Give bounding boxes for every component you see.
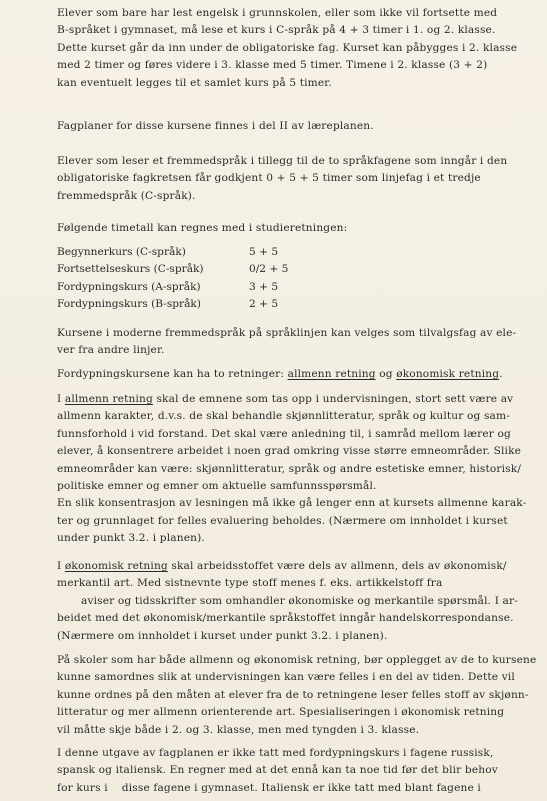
course-name: Fordypningskurs (A-språk) [57,280,201,293]
table-row [57,261,357,278]
text-span: I [57,393,65,405]
text-line: spansk og italiensk. En regner med at det ennå kan ta noe tid før det blir behov [57,764,498,777]
text-line: En slik konsentrasjon av lesningen må ikke gå lenger enn at kursets allmenne karak- [57,497,527,510]
text-line: (Nærmere om innholdet i kurset under punkt 3.2. i planen). [57,629,388,642]
text-line: obligatoriske fagkretsen får godkjent 0 + 5 + 5 timer som linjefag i et tredje [57,172,481,185]
course-name: Fortsettelseskurs (C-språk) [57,263,204,276]
text-line: kunne samordnes slik at undervisningen kan være felles i en del av tiden. Dette vil [57,671,515,684]
text-line: kunne ordnes på den måten at elever fra de to retningene leser felles stoff av skjønn- [57,688,529,701]
hours-table [57,244,357,314]
paragraph-c-language [57,5,527,92]
text-line: under punkt 3.2. i planen). [57,532,205,545]
course-hours: 0/2 + 5 [249,263,289,276]
underlined-term: økonomisk retning [396,368,500,380]
course-hours: 2 + 5 [249,298,279,311]
text-line: Følgende timetall kan regnes med i studieretningen: [57,222,348,234]
underlined-term: allmenn retning [287,368,376,380]
text-line [57,366,527,383]
course-hours: 5 + 5 [249,246,279,258]
text-line: politiske emner og emner om aktuelle samfunnsspørsmål. [57,479,377,492]
table-row [57,279,357,296]
text-line: funnsforhold i vid forstand. Det skal være anledning til, i samråd mellom lærer og [57,427,511,440]
paragraph-economic-direction [57,558,527,645]
text-line: På skoler som har både allmenn og økonomisk retning, bør opplegget av de to kursene [57,654,537,666]
paragraph-directions [57,366,527,383]
text-line: for kurs i disse fagene i gymnaset. Italiensk er ikke tatt med blant fagene i [57,781,481,794]
text-span: skal arbeidsstoffet være dels av allmenn, dels av økonomisk/ [167,560,507,572]
text-line: allmenn karakter, d.v.s. de skal behandle skjønnlitteratur, språk og kultur og sam- [57,410,510,423]
course-name: Begynnerkurs (C-språk) [57,246,186,258]
paragraph-edition-note [57,745,527,797]
text-span: og [375,368,397,380]
text-line: beidet med det økonomisk/merkantile språkstoffet inngår handelskorrespondanse. [57,612,514,625]
text-line: Dette kurset går da inn under de obligatoriske fag. Kurset kan påbygges i 2. klasse [57,41,518,54]
course-name: Fordypningskurs (B-språk) [57,298,201,311]
text-line: Kursene i moderne fremmedspråk på språklinjen kan velges som tilvalgsfag av ele- [57,327,517,339]
text-line: I denne utgave av fagplanen er ikke tatt med fordypningskurs i fagene russisk, [57,747,494,759]
text-span: . [499,368,503,380]
text-line: Fagplaner for disse kursene finnes i del II av læreplanen. [57,120,374,132]
text-line: litteratur og mer allmenn orienterende art. Spesialiseringen i økonomisk retning [57,706,505,719]
underlined-term: allmenn retning [64,393,153,405]
paragraph-hours-intro [57,220,527,237]
table-row [57,296,357,313]
text-line: Elever som leser et fremmedspråk i tillegg til de to språkfagene som inngår i den [57,155,508,167]
underlined-term: økonomisk retning [64,560,168,572]
text-line: emneområder kan være: skjønnlitteratur, språk og andre estetiske emner, historisk/ [57,462,522,475]
text-line [57,391,527,408]
text-line: aviser og tidsskrifter som omhandler økonomiske og merkantile spørsmål. I ar- [81,594,518,607]
text-line: fremmedspråk (C-språk). [57,189,196,202]
text-line: ver fra andre linjer. [57,344,165,357]
text-line: elever, å konsentrere arbeidet i noen grad omkring visse større emneområder. Slike [57,445,522,458]
text-span: I [57,560,65,572]
text-line: merkantil art. Med sistnevnte type stoff menes f. eks. artikkelstoff fra [57,577,443,590]
course-hours: 3 + 5 [249,280,279,293]
text-line: vil måtte skje både i 2. og 3. klasse, men med tyngden i 3. klasse. [57,723,420,736]
paragraph-third-language [57,153,527,205]
table-row [57,244,357,261]
text-line: ter og grunnlaget for felles evaluering beholdes. (Nærmere om innholdet i kurset [57,514,508,527]
text-line: med 2 timer og føres videre i 3. klasse med 5 timer. Timene i 2. klasse (3 + 2) [57,59,488,72]
text-span: skal de emnene som tas opp i undervisningen, stort sett være av [152,393,514,405]
text-line [57,558,527,575]
paragraph-coordination [57,652,537,739]
paragraph-elective [57,325,527,360]
text-span: Fordypningskursene kan ha to retninger: [57,368,288,380]
text-line: Elever som bare har lest engelsk i grunnskolen, eller som ikke vil fortsette med [57,7,498,19]
text-line: kan eventuelt legges til et samlet kurs på 5 timer. [57,76,332,89]
paragraph-general-direction [57,391,527,548]
paragraph-curricula [57,118,527,135]
text-line: B-språket i gymnaset, må lese et kurs i C-språk på 4 + 3 timer i 1. og 2. klasse. [57,24,496,37]
